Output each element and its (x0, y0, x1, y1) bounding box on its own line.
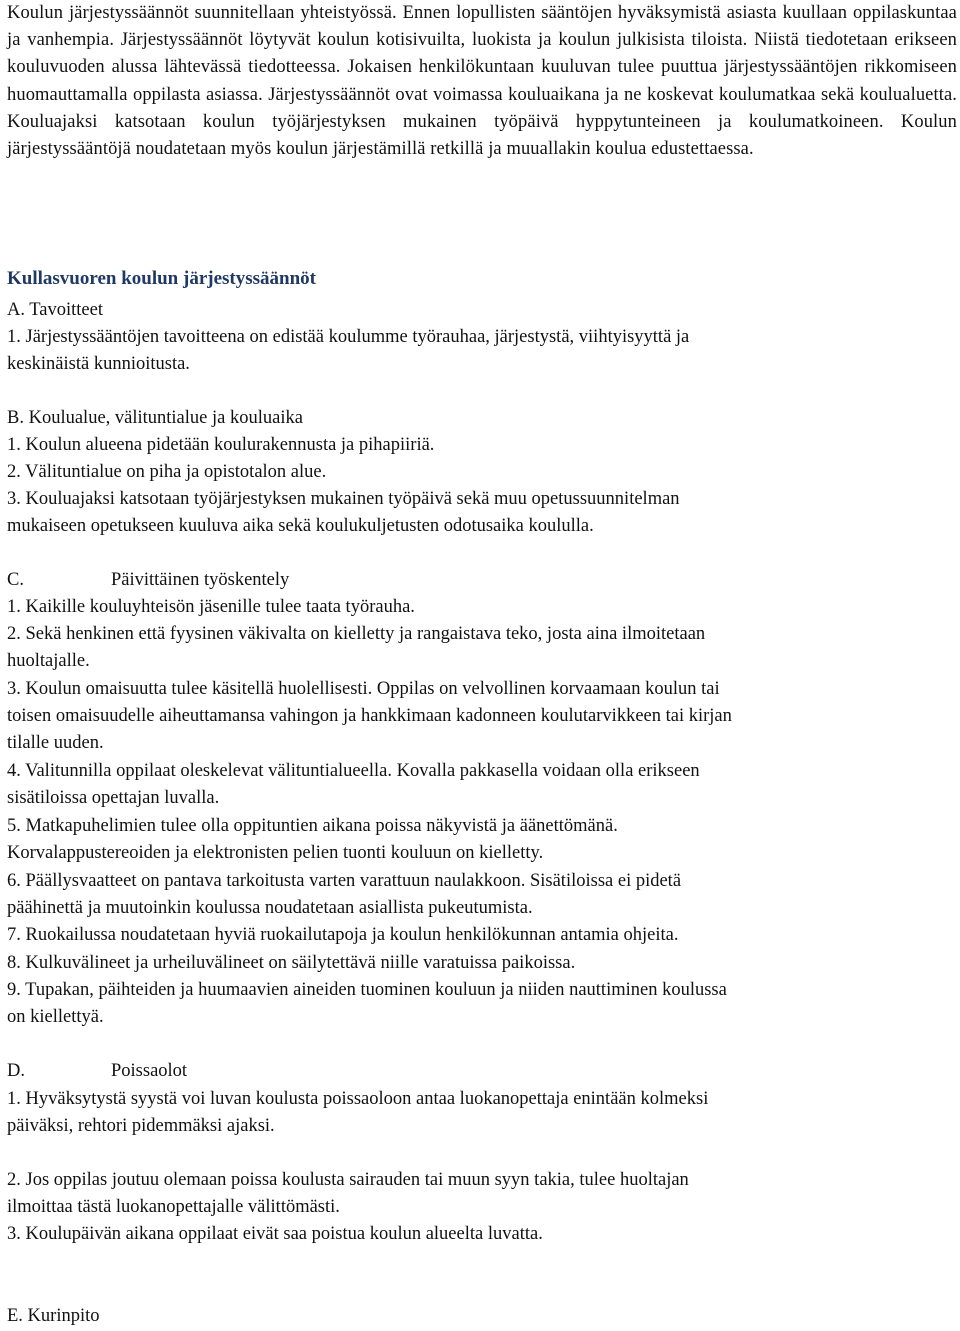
list-item: keskinäistä kunnioitusta. (7, 354, 190, 374)
list-item: 5. Matkapuhelimien tulee olla oppituntien aikana poissa näkyvistä ja äänettömänä. (7, 816, 618, 836)
list-item: 4. Valitunnilla oppilaat oleskelevat välituntialueella. Kovalla pakkasella voidaan olla erikseen (7, 761, 700, 781)
list-item: 1. Järjestyssääntöjen tavoitteena on edistää koulumme työrauhaa, järjestystä, viihtyisyyttä ja (7, 327, 690, 347)
list-item: päiväksi, rehtori pidemmäksi ajaksi. (7, 1116, 275, 1136)
list-item: 1. Kaikille kouluyhteisön jäsenille tulee taata työrauha. (7, 597, 415, 617)
section-b-heading: B. Koulualue, välituntialue ja kouluaika (7, 408, 303, 428)
list-item: 2. Välituntialue on piha ja opistotalon alue. (7, 462, 327, 482)
list-item: 3. Kouluajaksi katsotaan työjärjestyksen mukainen työpäivä sekä muu opetussuunnitelman (7, 489, 680, 509)
list-item: on kiellettyä. (7, 1007, 104, 1027)
document-page (7, 0, 957, 1326)
list-item: 1. Koulun alueena pidetään koulurakennusta ja pihapiiriä. (7, 435, 435, 455)
list-item: huoltajalle. (7, 651, 90, 671)
list-item: ilmoittaa tästä luokanopettajalle välittömästi. (7, 1197, 340, 1217)
list-item: 9. Tupakan, päihteiden ja huumaavien aineiden tuominen kouluun ja niiden nauttiminen koulussa (7, 980, 727, 1000)
section-title: Kullasvuoren koulun järjestyssäännöt (7, 268, 316, 289)
section-d-title: Poissaolot (111, 1061, 188, 1081)
section-d-heading (7, 1058, 187, 1085)
list-item: 7. Ruokailussa noudatetaan hyviä ruokailutapoja ja koulun henkilökunnan antamia ohjeita. (7, 925, 679, 945)
list-item: 8. Kulkuvälineet ja urheiluvälineet on säilytettävä niille varatuissa paikoissa. (7, 953, 576, 973)
list-item: 2. Jos oppilas joutuu olemaan poissa koulusta sairauden tai muun syyn takia, tulee huoltajan (7, 1170, 689, 1190)
section-d-letter: D. (7, 1061, 25, 1081)
section-c-heading (7, 567, 289, 594)
section-e-heading: E. Kurinpito (7, 1306, 100, 1326)
list-item: Korvalappustereoiden ja elektronisten pelien tuonti kouluun on kielletty. (7, 843, 544, 863)
list-item: 3. Koulupäivän aikana oppilaat eivät saa poistua koulun alueelta luvatta. (7, 1224, 543, 1244)
list-item: 3. Koulun omaisuutta tulee käsitellä huolellisesti. Oppilas on velvollinen korvaamaan koulun tai (7, 679, 720, 699)
list-item: mukaiseen opetukseen kuuluva aika sekä koulukuljetusten odotusaika koululla. (7, 516, 594, 536)
list-item: tilalle uuden. (7, 733, 104, 753)
intro-paragraph: Koulun järjestyssäännöt suunnitellaan yhteistyössä. Ennen lopullisten sääntöjen hyväksymistä asiasta kuullaan oppilaskuntaa ja vanhempia. Järjestyssäännöt löytyvät koulun kotisivuilta, luokista ja koulun julkisista tiloista. Niistä tiedotetaan erikseen kouluvuoden alussa lähtevässä tiedotteessa. Jokaisen henkilökuntaan kuuluvan tulee puuttua järjestyssääntöjen rikkomiseen huomauttamalla oppilasta asiassa. Järjestyssäännöt ovat voimassa kouluaikana ja ne koskevat koulumatkaa sekä koulualuetta. Kouluajaksi katsotaan koulun työjärjestyksen mukainen työpäivä hyppytunteineen ja koulumatkoineen. Koulun järjestyssääntöjä noudatetaan myös koulun järjestämillä retkillä ja muuallakin koulua edustettaessa. (7, 3, 957, 160)
list-item: 2. Sekä henkinen että fyysinen väkivalta on kielletty ja rangaistava teko, josta aina ilmoitetaan (7, 624, 706, 644)
section-a-heading: A. Tavoitteet (7, 300, 103, 320)
list-item: 1. Hyväksytystä syystä voi luvan koulusta poissaoloon antaa luokanopettaja enintään kolmeksi (7, 1089, 709, 1109)
list-item: toisen omaisuudelle aiheuttamansa vahingon ja hankkimaan kadonneen koulutarvikkeen tai kirjan (7, 706, 732, 726)
section-c-letter: C. (7, 570, 24, 590)
section-c-title: Päivittäinen työskentely (111, 570, 290, 590)
list-item: sisätiloissa opettajan luvalla. (7, 788, 220, 808)
list-item: päähinettä ja muutoinkin koulussa noudatetaan asiallista pukeutumista. (7, 898, 533, 918)
list-item: 6. Päällysvaatteet on pantava tarkoitusta varten varattuun naulakkoon. Sisätiloissa ei pidetä (7, 871, 682, 891)
